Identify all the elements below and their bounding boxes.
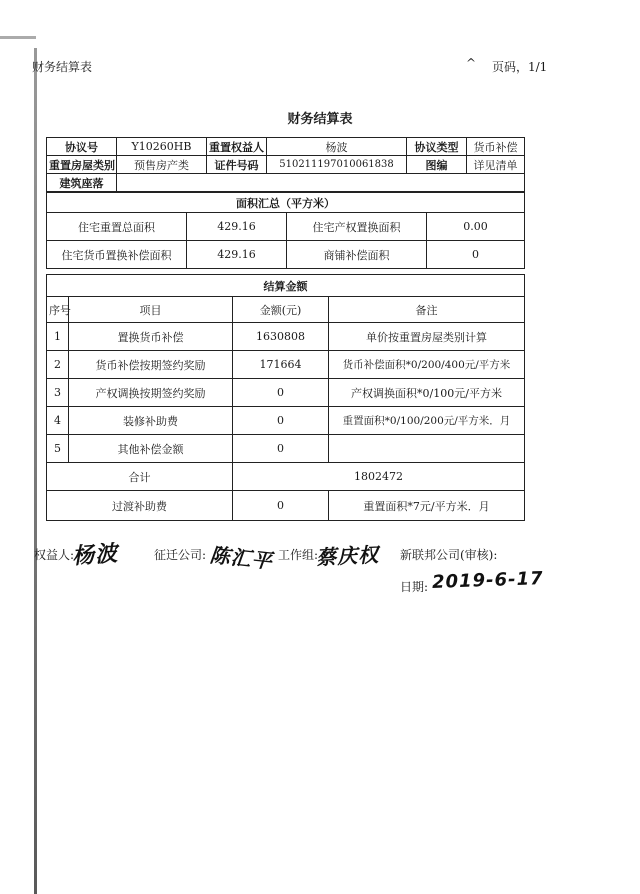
row-amount: 171664: [233, 351, 329, 379]
area-row-value: 429.16: [187, 241, 287, 269]
area-row-label: 商铺补偿面积: [287, 241, 427, 269]
header-no: 序号: [47, 297, 69, 323]
transition-amount: 0: [233, 491, 329, 521]
row-item: 置换货币补偿: [69, 323, 233, 351]
row-no: 5: [47, 435, 69, 463]
doc-name-header: 财务结算表: [32, 60, 93, 74]
area-row-value: 0: [427, 241, 525, 269]
row-no: 2: [47, 351, 69, 379]
total-value: 1802472: [233, 463, 525, 491]
audit-sign-label: 新联邦公司(审核):: [400, 548, 498, 562]
caret-icon: ^: [466, 56, 477, 70]
company-signature: 陈汇平: [208, 542, 274, 574]
agreement-no-label: 协议号: [47, 138, 117, 156]
header-item: 项目: [69, 297, 233, 323]
row-note: 单价按重置房屋类别计算: [329, 323, 525, 351]
row-amount: 1630808: [233, 323, 329, 351]
holder-signature: 杨波: [71, 541, 119, 570]
row-item: 货币补偿按期签约奖励: [69, 351, 233, 379]
agreement-type-value: 货币补偿: [467, 138, 525, 156]
area-summary-table: [46, 192, 525, 269]
page-title: 财务结算表: [287, 112, 353, 127]
house-type-value: 预售房产类: [117, 156, 207, 174]
settlement-title: 结算金额: [47, 275, 525, 297]
transition-note: 重置面积*7元/平方米．月: [329, 491, 525, 521]
id-label: 证件号码: [207, 156, 267, 174]
agreement-no-value: Y10260HB: [117, 138, 207, 156]
area-row-value: 0.00: [427, 213, 525, 241]
transition-item: 过渡补助费: [47, 491, 233, 521]
row-no: 4: [47, 407, 69, 435]
scan-edge-shadow: [34, 48, 37, 894]
row-item: 其他补偿金额: [69, 435, 233, 463]
row-note: [329, 435, 525, 463]
location-label: 建筑座落: [47, 174, 117, 192]
area-summary-title: 面积汇总（平方米）: [47, 193, 525, 213]
team-signature: 蔡庆权: [315, 542, 380, 570]
row-no: 1: [47, 323, 69, 351]
row-amount: 0: [233, 435, 329, 463]
date-label: 日期:: [400, 580, 429, 594]
team-sign-label: 工作组:: [278, 548, 319, 562]
row-item: 装修补助费: [69, 407, 233, 435]
row-note: 产权调换面积*0/100元/平方米: [329, 379, 525, 407]
row-amount: 0: [233, 407, 329, 435]
area-row-label: 住宅重置总面积: [47, 213, 187, 241]
holder-sign-label: 权益人:: [34, 548, 75, 562]
row-note: 货币补偿面积*0/200/400元/平方米: [329, 351, 525, 379]
area-row-value: 429.16: [187, 213, 287, 241]
company-sign-label: 征迁公司:: [154, 548, 207, 562]
holder-label: 重置权益人: [207, 138, 267, 156]
row-no: 3: [47, 379, 69, 407]
map-label: 图编: [407, 156, 467, 174]
row-amount: 0: [233, 379, 329, 407]
settlement-table: [46, 274, 525, 521]
total-label: 合计: [47, 463, 233, 491]
row-item: 产权调换按期签约奖励: [69, 379, 233, 407]
area-row-label: 住宅货币置换补偿面积: [47, 241, 187, 269]
header-amount: 金额(元): [233, 297, 329, 323]
area-row-label: 住宅产权置换面积: [287, 213, 427, 241]
holder-value: 杨波: [267, 138, 407, 156]
row-note: 重置面积*0/100/200元/平方米．月: [329, 407, 525, 435]
id-value: 510211197010061838: [267, 156, 407, 174]
date-value: 2019-6-17: [431, 568, 544, 593]
page-number: 页码，1/1: [492, 60, 548, 74]
header-note: 备注: [329, 297, 525, 323]
scan-top-mark: [0, 36, 36, 39]
info-table: [46, 137, 525, 192]
location-value: [117, 174, 525, 192]
agreement-type-label: 协议类型: [407, 138, 467, 156]
map-value: 详见清单: [467, 156, 525, 174]
house-type-label: 重置房屋类别: [47, 156, 117, 174]
